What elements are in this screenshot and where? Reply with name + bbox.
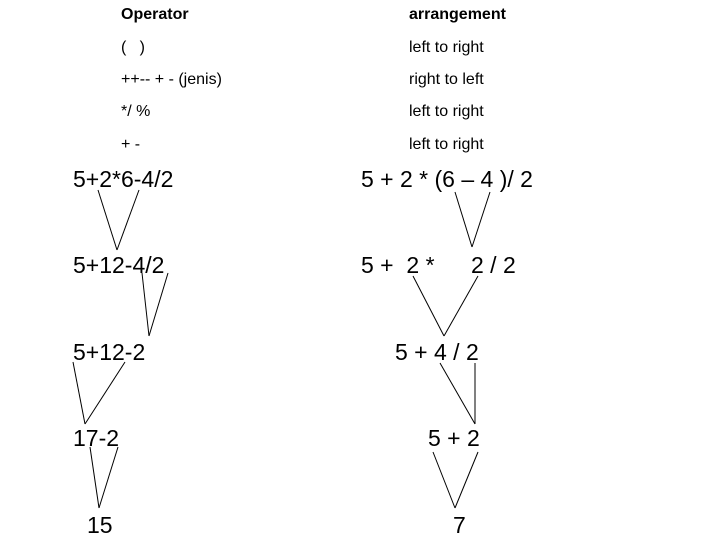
- left-line-4b: [99, 447, 118, 508]
- right-result: 7: [453, 512, 466, 538]
- operator-header: Operator: [121, 6, 189, 23]
- left-step-4: 17-2: [73, 425, 120, 451]
- right-line-3a: [440, 363, 475, 424]
- left-result: 15: [87, 512, 113, 538]
- right-step-2b: 2 / 2: [471, 252, 516, 278]
- arrangement-header: arrangement: [409, 6, 506, 23]
- arrangement-cell: left to right: [409, 103, 484, 120]
- left-step-3: 5+12-2: [73, 339, 146, 365]
- arrangement-cell: right to left: [409, 71, 484, 88]
- right-step-1: 5 + 2 * (6 – 4 )/ 2: [361, 166, 533, 192]
- right-line-1a: [455, 192, 472, 247]
- left-line-3a: [73, 362, 85, 424]
- left-line-3b: [85, 362, 125, 424]
- right-line-4a: [433, 452, 455, 508]
- operator-cell: + -: [121, 136, 141, 153]
- operator-cell: ( ): [121, 39, 145, 56]
- right-step-3: 5 + 4 / 2: [395, 339, 479, 365]
- operator-cell: ++-- + - (jenis): [121, 71, 222, 88]
- right-step-4: 5 + 2: [428, 425, 480, 451]
- left-line-1a: [98, 190, 117, 250]
- left-line-1b: [117, 190, 139, 250]
- operator-cell: */ %: [121, 103, 151, 120]
- arrangement-cell: left to right: [409, 39, 484, 56]
- right-line-2b: [444, 276, 478, 336]
- right-line-1b: [472, 192, 490, 247]
- left-line-4a: [90, 447, 99, 508]
- left-step-2: 5+12-4/2: [73, 252, 165, 278]
- right-line-2a: [413, 276, 444, 336]
- left-line-2a: [142, 273, 149, 336]
- arrangement-cell: left to right: [409, 136, 484, 153]
- right-line-4b: [455, 452, 478, 508]
- right-step-2a: 5 + 2 *: [361, 252, 435, 278]
- left-step-1: 5+2*6-4/2: [73, 166, 174, 192]
- left-line-2b: [149, 273, 168, 336]
